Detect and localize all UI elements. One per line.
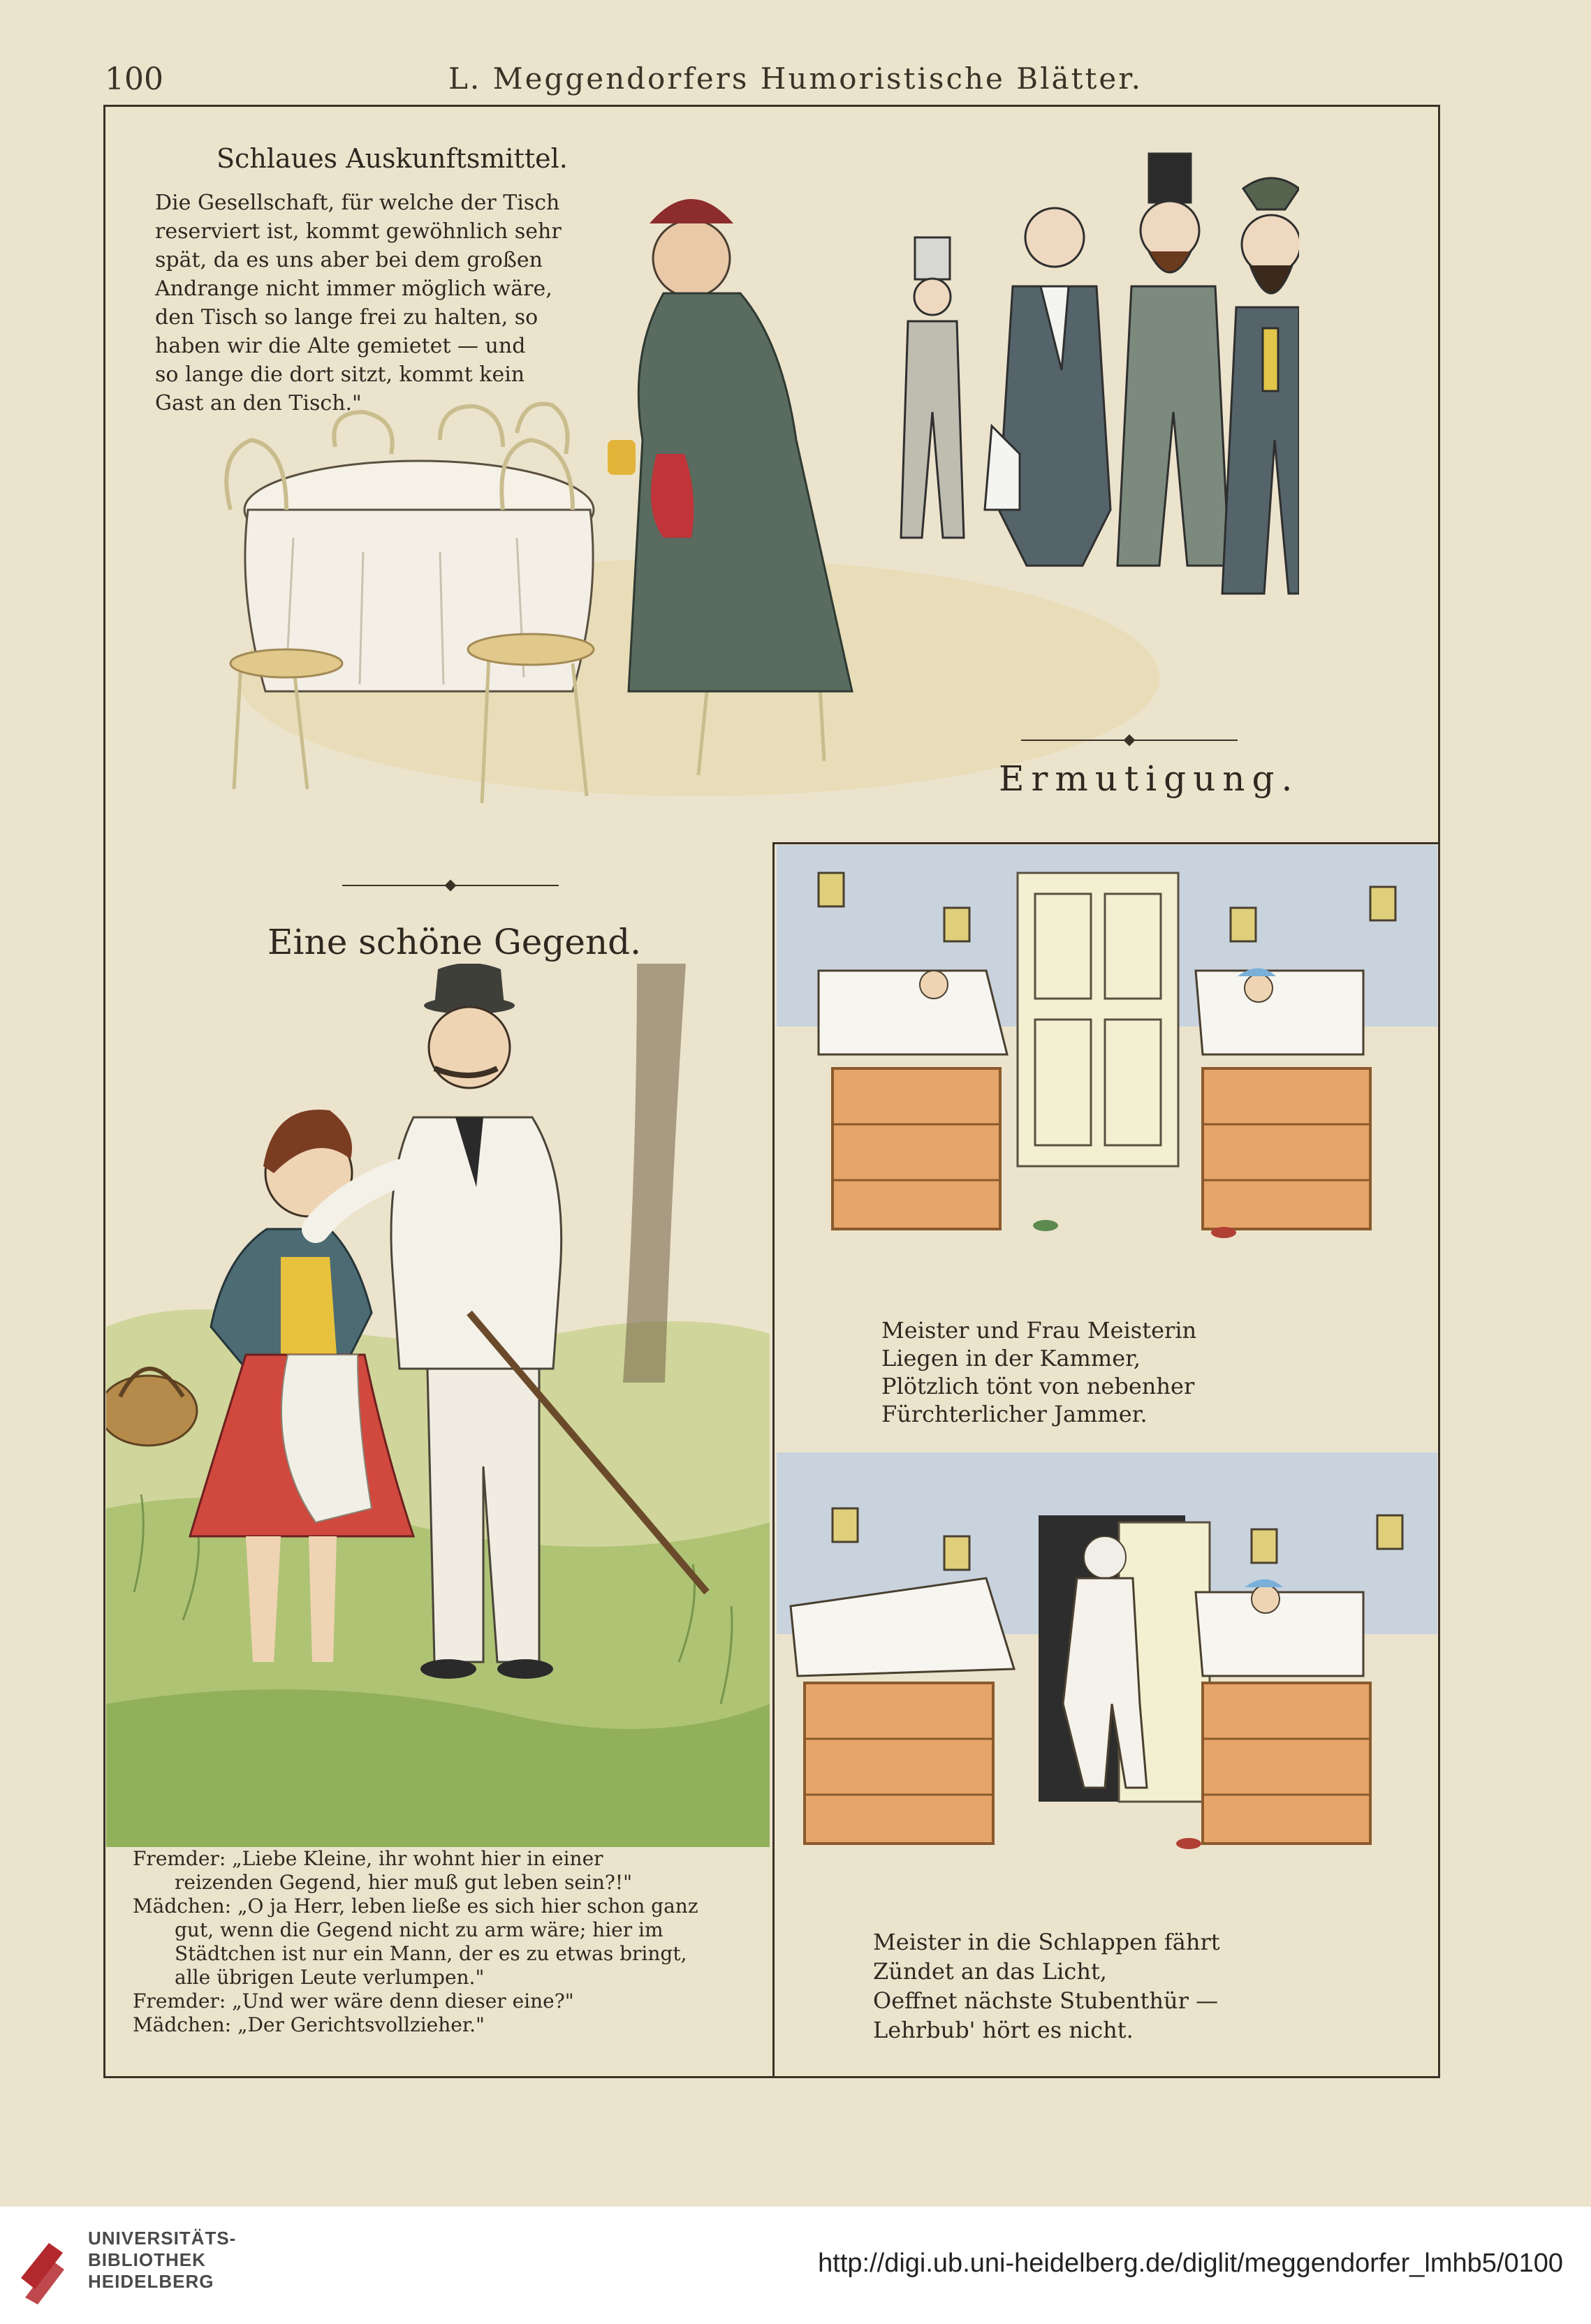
bedroom-panel-2 — [777, 1452, 1437, 1899]
page-number: 100 — [105, 61, 163, 97]
story2-text — [133, 1847, 747, 2037]
story3-rule — [1021, 736, 1238, 744]
story1-line: Die Gesellschaft, für welche der Tisch — [155, 191, 560, 215]
story1-line: so lange die dort sitzt, kommt kein — [155, 362, 525, 387]
story2-line: Städtchen ist nur ein Mann, der es zu etwas bringt, — [175, 1942, 687, 1965]
panel-divider — [772, 842, 775, 2078]
story3-title: Ermutigung. — [999, 758, 1300, 799]
story2-line: alle übrigen Leute verlumpen." — [175, 1966, 485, 1989]
story3-verse1 — [881, 1316, 1196, 1428]
verse2-line: Lehrbub' hört es nicht. — [873, 2017, 1134, 2043]
verse2-line: Zündet an das Licht, — [873, 1958, 1107, 1985]
story1-line: Andrange nicht immer möglich wäre, — [155, 277, 552, 301]
story2-title: Eine schöne Gegend. — [267, 922, 642, 962]
university-library-logo — [14, 2222, 74, 2306]
story3-verse2 — [873, 1927, 1220, 2045]
story2-line: Mädchen: „O ja Herr, leben ließe es sich hier schon ganz — [133, 1895, 698, 1918]
verse1-line: Liegen in der Kammer, — [881, 1345, 1141, 1371]
story1-line: reserviert ist, kommt gewöhnlich sehr — [155, 219, 562, 244]
story2-line: Fremder: „Und wer wäre denn dieser eine?" — [133, 1990, 574, 2013]
panel-top-rule — [774, 842, 1440, 844]
running-head — [105, 61, 1486, 103]
story2-line: Fremder: „Liebe Kleine, ihr wohnt hier in einer — [133, 1847, 603, 1870]
story2-line: gut, wenn die Gegend nicht zu arm wäre; hier im — [175, 1918, 663, 1941]
library-name-line: BIBLIOTHEK — [88, 2249, 206, 2270]
verse1-line: Plötzlich tönt von nebenher — [881, 1373, 1195, 1399]
source-url[interactable]: http://digi.ub.uni-heidelberg.de/diglit/meggendorfer_lmhb5/0100 — [818, 2249, 1563, 2278]
footer-bar — [0, 2207, 1591, 2324]
story1-title: Schlaues Auskunftsmittel. — [217, 143, 568, 174]
story1-line: Gast an den Tisch." — [155, 391, 362, 415]
verse2-line: Meister in die Schlappen fährt — [873, 1929, 1220, 1955]
library-name — [88, 2228, 236, 2293]
verse1-line: Meister und Frau Meisterin — [881, 1317, 1197, 1344]
story1-line: spät, da es uns aber bei dem großen — [155, 248, 543, 272]
story1-line: haben wir die Alte gemietet — und — [155, 334, 526, 358]
forest-encounter-illustration — [106, 964, 770, 1847]
library-name-line: UNIVERSITÄTS- — [88, 2228, 237, 2249]
running-title: L. Meggendorfers Humoristische Blätter. — [448, 61, 1143, 96]
story2-line: reizenden Gegend, hier muß gut leben sein?!" — [175, 1871, 633, 1894]
restaurant-illustration — [210, 147, 1299, 810]
story1-line: den Tisch so lange frei zu halten, so — [155, 305, 538, 330]
story2-rule — [342, 881, 559, 890]
story2-line: Mädchen: „Der Gerichtsvollzieher." — [133, 2013, 485, 2036]
verse2-line: Oeffnet nächste Stubenthür — — [873, 1987, 1219, 2014]
library-name-line: HEIDELBERG — [88, 2271, 214, 2292]
verse1-line: Fürchterlicher Jammer. — [881, 1401, 1148, 1427]
bedroom-panel-1 — [777, 845, 1437, 1292]
